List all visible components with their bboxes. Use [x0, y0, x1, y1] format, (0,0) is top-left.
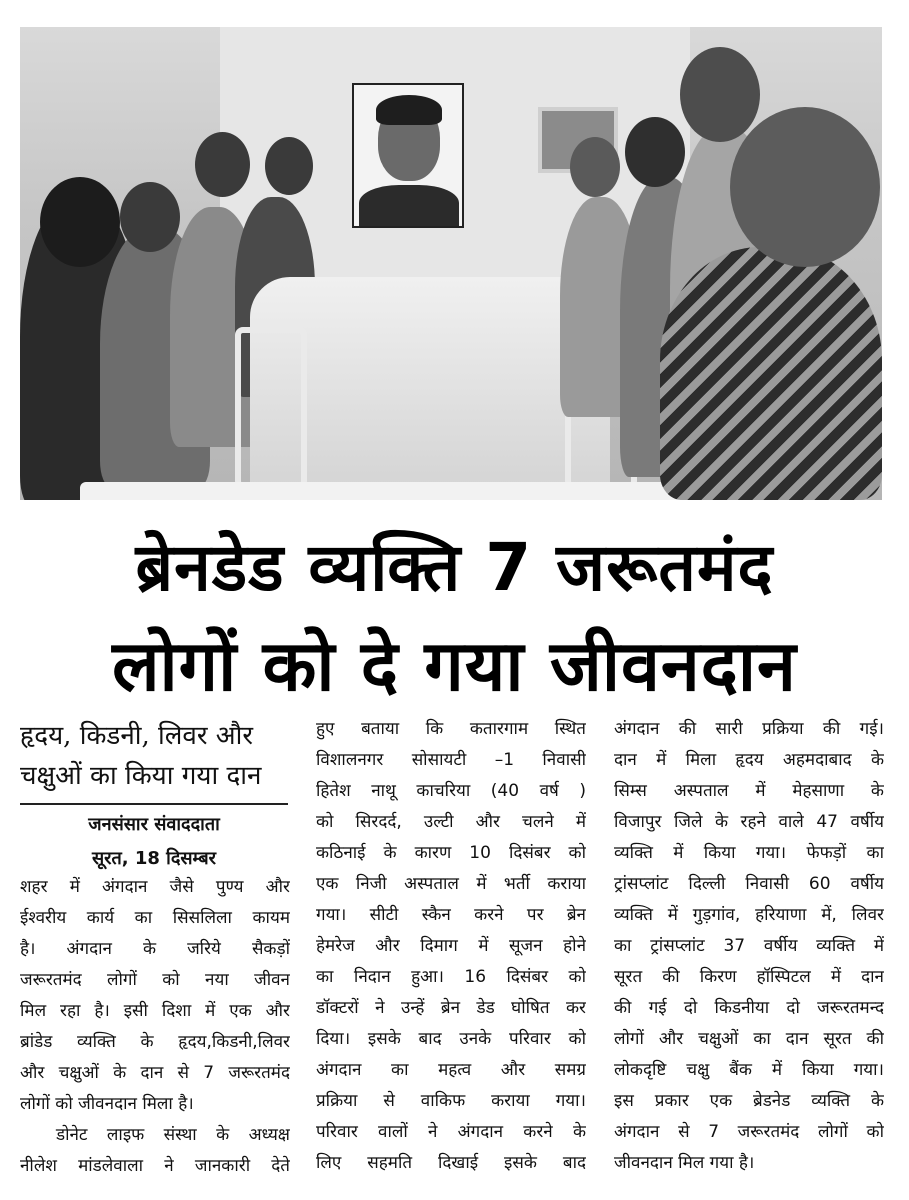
- subheadline: [20, 716, 290, 796]
- reporter-credit: जनसंसार संवाददाता: [88, 814, 220, 835]
- text-line: सूरत की किरण हॉस्पिटल में दान: [614, 967, 884, 987]
- text-line: दान में मिला हृदय अहमदाबाद के: [614, 750, 884, 770]
- subheadline-divider: [20, 803, 288, 805]
- text-line: मिल रहा है। इसी दिशा में एक और: [20, 1001, 290, 1021]
- text-line: लोकदृष्टि चक्षु बैंक में किया गया।: [614, 1060, 884, 1080]
- text-line: इस प्रकार एक ब्रेडनेड व्यक्ति के: [614, 1091, 884, 1111]
- text-line: हेमरेज और दिमाग में सूजन होने: [316, 936, 586, 956]
- text-line: ईश्वरीय कार्य का सिसलिला कायम: [20, 908, 290, 928]
- article-column-2: [316, 714, 586, 1179]
- mourner-head: [195, 132, 250, 197]
- text-line: को सिरदर्द, उल्टी और चलने में: [316, 812, 586, 832]
- article-column-3: [614, 714, 884, 1179]
- text-line: विजापुर जिले के रहने वाले 47 वर्षीय: [614, 812, 884, 832]
- text-line: जीवनदान मिल गया है।: [614, 1153, 755, 1173]
- news-photo: [20, 27, 882, 500]
- text-line: अंगदान का महत्व और समग्र: [316, 1060, 586, 1080]
- text-line: लोगों को जीवनदान मिला है।: [20, 1094, 194, 1114]
- mourner-head: [625, 117, 685, 187]
- text-line: एक निजी अस्पताल में भर्ती कराया: [316, 874, 586, 894]
- text-line: हितेश नाथू काचरिया (40 वर्ष ): [316, 781, 586, 801]
- deceased-portrait: [352, 83, 464, 228]
- text-line: अंगदान की सारी प्रक्रिया की गई।: [614, 719, 884, 739]
- text-line: ट्रांसप्लांट दिल्ली निवासी 60 वर्षीय: [614, 874, 884, 894]
- mourner-figure: [660, 247, 882, 500]
- text-line: व्यक्ति में किया गया। फेफड़ों का: [614, 843, 884, 863]
- mourner-head: [265, 137, 313, 195]
- text-line: डोनेट लाइफ संस्था के अध्यक्ष: [56, 1125, 290, 1145]
- text-line: का ट्रांसप्लांट 37 वर्षीय व्यक्ति में: [614, 936, 884, 956]
- text-line: अंगदान से 7 जरूरतमंद लोगों को: [614, 1122, 884, 1142]
- text-line: का निदान हुआ। 16 दिसंबर को: [316, 967, 586, 987]
- text-line: परिवार वालों ने अंगदान करने के: [316, 1122, 586, 1142]
- mourner-head: [570, 137, 620, 197]
- text-line: की गई दो किडनीया दो जरूरतमन्द: [614, 998, 884, 1018]
- mourner-head: [40, 177, 120, 267]
- bed-footboard: [80, 482, 680, 500]
- mourner-head: [680, 47, 760, 142]
- text-line: और चक्षुओं के दान से 7 जरूरतमंद: [20, 1063, 290, 1083]
- headline-line-1: ब्रेनडेड व्यक्ति 7 जरूतमंद: [135, 529, 774, 606]
- text-line: व्यक्ति में गुड़गांव, हरियाणा में, लिवर: [614, 905, 884, 925]
- mourner-head: [730, 107, 880, 267]
- dateline: सूरत, 18 दिसम्बर: [91, 848, 217, 869]
- article-column-1: [20, 872, 290, 1182]
- subheadline-line-2: चक्षुओं का किया गया दान: [20, 761, 262, 791]
- mourner-head: [120, 182, 180, 252]
- text-line: जरूरतमंद लोगों को नया जीवन: [20, 970, 290, 990]
- text-line: गया। सीटी स्कैन करने पर ब्रेन: [316, 905, 586, 925]
- headline-line-2: लोगों को दे गया जीवनदान: [112, 625, 797, 707]
- text-line: शहर में अंगदान जैसे पुण्य और: [20, 877, 290, 897]
- subheadline-line-1: हृदय, किडनी, लिवर और: [20, 721, 253, 751]
- bed-rail: [235, 327, 307, 489]
- text-line: डॉक्टरों ने उन्हें ब्रेन डेड घोषित कर: [316, 998, 586, 1018]
- text-line: प्रक्रिया से वाकिफ कराया गया।: [316, 1091, 586, 1111]
- text-line: ब्रांडेड व्यक्ति के हृदय,किडनी,लिवर: [20, 1032, 290, 1052]
- text-line: है। अंगदान के जरिये सैकड़ों: [20, 939, 290, 959]
- text-line: विशालनगर सोसायटी –1 निवासी: [316, 750, 586, 770]
- text-line: लिए सहमति दिखाई इसके बाद: [316, 1153, 586, 1173]
- text-line: कठिनाई के कारण 10 दिसंबर को: [316, 843, 586, 863]
- text-line: नीलेश मांडलेवाला ने जानकारी देते: [20, 1156, 290, 1176]
- text-line: सिम्स अस्पताल में मेहसाणा के: [614, 781, 884, 801]
- text-line: दिया। इसके बाद उनके परिवार को: [316, 1029, 586, 1049]
- text-line: लोगों और चक्षुओं का दान सूरत की: [614, 1029, 884, 1049]
- text-line: हुए बताया कि कतारगाम स्थित: [316, 719, 586, 739]
